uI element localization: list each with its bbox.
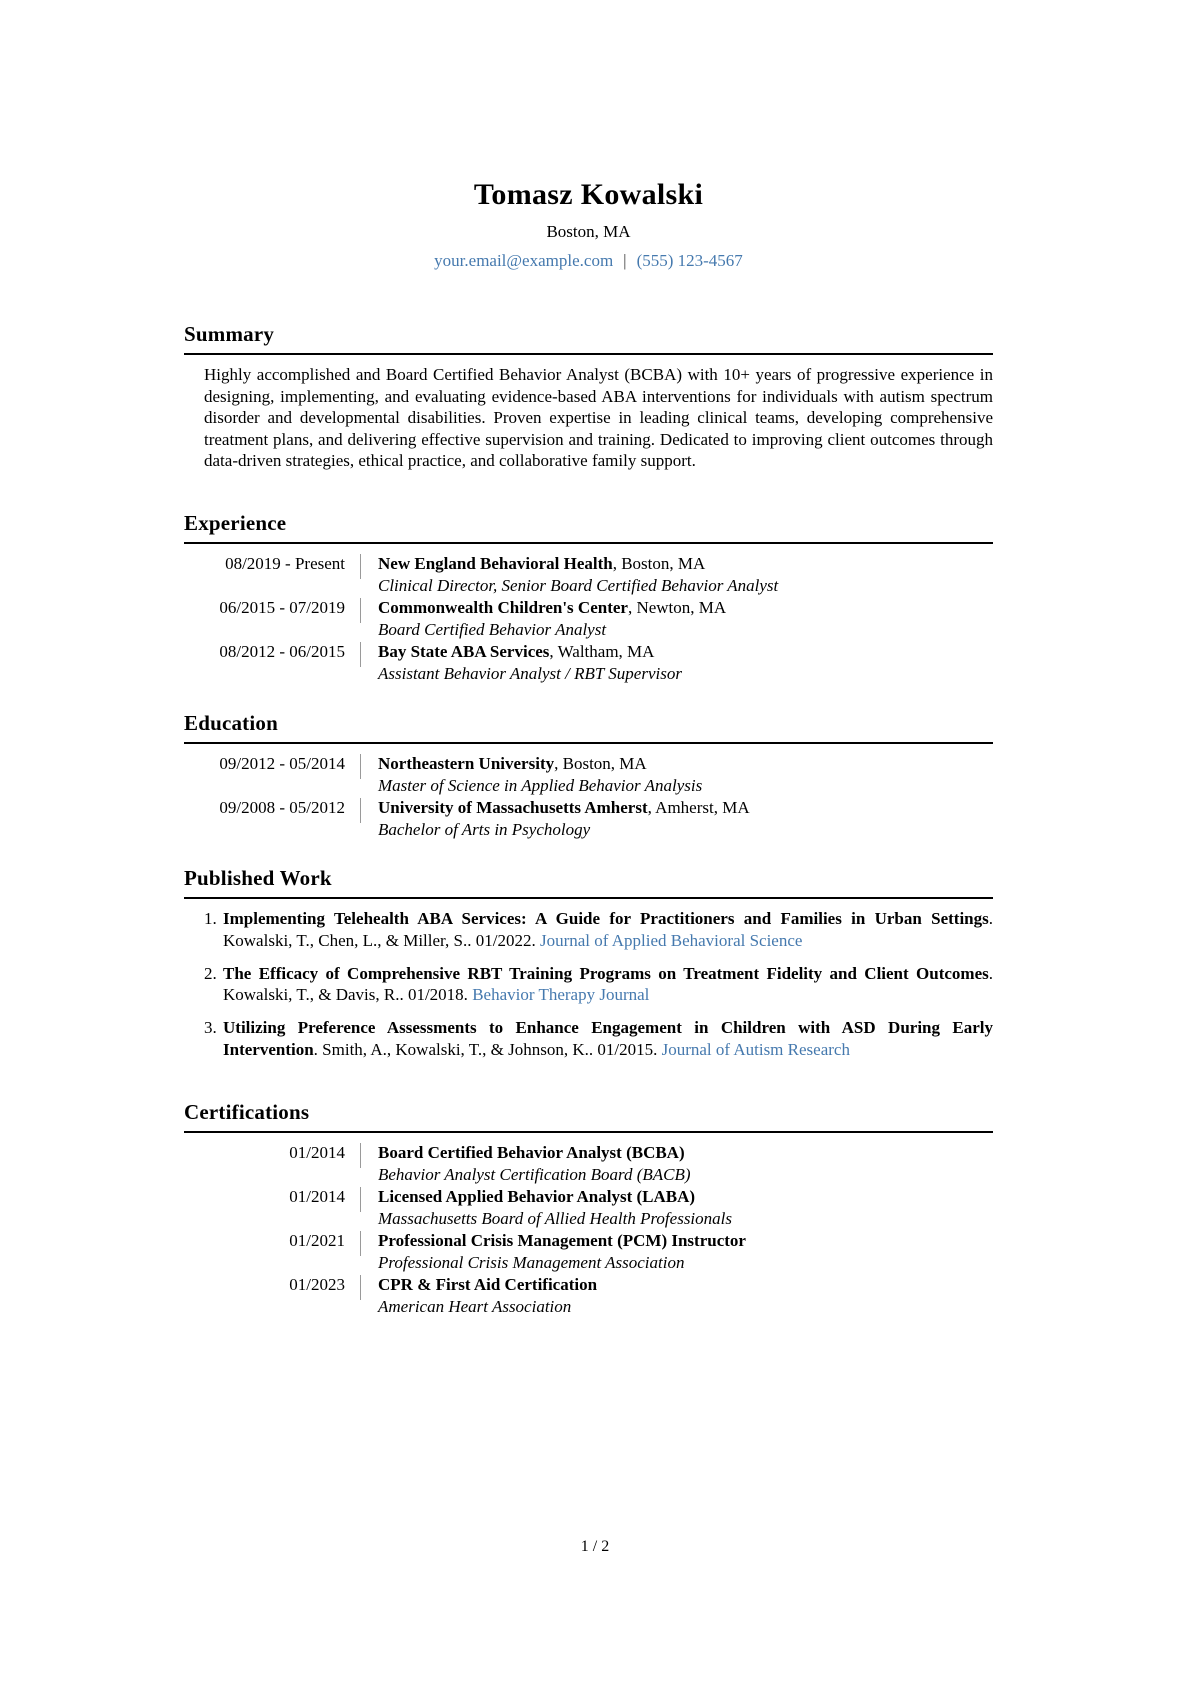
publication-text (223, 963, 993, 1007)
certification-name: Professional Crisis Management (PCM) Instructor (378, 1230, 746, 1250)
degree-name: Master of Science in Applied Behavior Analysis (378, 775, 703, 795)
publication-journal-link[interactable]: Behavior Therapy Journal (472, 985, 650, 1005)
certification-name: Licensed Applied Behavior Analyst (LABA) (378, 1186, 696, 1206)
publication-title: The Efficacy of Comprehensive RBT Training Programs on Treatment Fidelity and Client Outcomes (223, 963, 989, 983)
certification-issuer: American Heart Association (378, 1296, 572, 1316)
certification-issuer: Behavior Analyst Certification Board (BACB) (378, 1164, 691, 1184)
certifications-title: Certifications (184, 1100, 993, 1133)
entry-divider (360, 798, 361, 823)
experience-title: Experience (184, 511, 993, 544)
experience-headline (378, 597, 993, 619)
experience-headline (378, 553, 993, 575)
experience-entry (184, 553, 993, 597)
publication-list (184, 908, 993, 1061)
certification-date: 01/2023 (289, 1274, 345, 1294)
publication-byline: . Kowalski, T., Chen, L., & Miller, S.. 01/2022. (223, 908, 993, 950)
person-name: Tomasz Kowalski (473, 178, 704, 211)
resume-header (184, 0, 993, 271)
certification-entry-body (378, 1230, 993, 1274)
education-entry-body (378, 753, 993, 797)
person-location: Boston, MA (546, 222, 631, 241)
entry-divider (360, 754, 361, 779)
experience-dates: 08/2012 - 06/2015 (219, 641, 345, 661)
certification-issuer: Professional Crisis Management Association (378, 1252, 685, 1272)
certification-entry (184, 1274, 993, 1318)
experience-entry (184, 597, 993, 641)
education-title: Education (184, 711, 993, 744)
section-experience (184, 511, 993, 685)
experience-entry-body (378, 597, 993, 641)
job-title: Board Certified Behavior Analyst (378, 619, 607, 639)
entry-divider (360, 554, 361, 579)
education-entry (184, 797, 993, 841)
publication-item (204, 1017, 993, 1061)
entry-divider (360, 642, 361, 667)
section-published-work (184, 866, 993, 1061)
publication-item (204, 963, 993, 1007)
summary-title: Summary (184, 322, 993, 355)
section-certifications (184, 1100, 993, 1318)
publication-byline: . Smith, A., Kowalski, T., & Johnson, K.. 01/2015. (313, 1039, 662, 1059)
education-entries (184, 753, 993, 841)
entry-divider (360, 1187, 361, 1212)
certification-date: 01/2014 (289, 1142, 345, 1162)
email-link[interactable]: your.email@example.com (434, 251, 614, 270)
publication-journal-link[interactable]: Journal of Applied Behavioral Science (539, 930, 803, 950)
published-work-title: Published Work (184, 866, 993, 899)
certification-entries (184, 1142, 993, 1318)
school-name: Northeastern University (378, 753, 555, 773)
publication-title: Utilizing Preference Assessments to Enhance Engagement in Children with ASD During Early Intervention (223, 1018, 993, 1059)
certification-name: CPR & First Aid Certification (378, 1274, 598, 1294)
publication-number: 1. (204, 908, 217, 928)
company-name: New England Behavioral Health (378, 553, 613, 573)
publication-byline: . Kowalski, T., & Davis, R.. 01/2018. (223, 963, 993, 1005)
education-dates: 09/2012 - 05/2014 (219, 753, 345, 773)
section-summary (184, 322, 993, 472)
company-name: Commonwealth Children's Center (378, 597, 628, 617)
experience-entry-body (378, 553, 993, 597)
experience-entries (184, 553, 993, 685)
experience-dates: 08/2019 - Present (225, 553, 345, 573)
company-location: , Boston, MA (612, 553, 706, 573)
phone-link[interactable]: (555) 123-4567 (636, 251, 743, 270)
company-location: , Waltham, MA (549, 641, 655, 661)
entry-divider (360, 1231, 361, 1256)
certification-entry (184, 1186, 993, 1230)
experience-entry-body (378, 641, 993, 685)
education-headline (378, 753, 993, 775)
experience-dates: 06/2015 - 07/2019 (219, 597, 345, 617)
degree-name: Bachelor of Arts in Psychology (378, 819, 591, 839)
certification-date: 01/2014 (289, 1186, 345, 1206)
entry-divider (360, 598, 361, 623)
certification-entry-body (378, 1274, 993, 1318)
certification-issuer: Massachusetts Board of Allied Health Professionals (378, 1208, 732, 1228)
education-entry-body (378, 797, 993, 841)
experience-headline (378, 641, 993, 663)
page-number: 1 / 2 (580, 1538, 610, 1555)
certification-entry-body (378, 1142, 993, 1186)
education-dates: 09/2008 - 05/2012 (219, 797, 345, 817)
publication-item (204, 908, 993, 952)
school-location: , Amherst, MA (647, 797, 750, 817)
school-location: , Boston, MA (554, 753, 647, 773)
contact-separator: | (623, 251, 627, 270)
section-education (184, 711, 993, 841)
publication-number: 2. (204, 963, 217, 983)
publication-text (223, 1017, 993, 1061)
resume-content (184, 0, 993, 1318)
summary-paragraph: Highly accomplished and Board Certified Behavior Analyst (BCBA) with 10+ years of progressive experience in designing, implementing, and evaluating evidence-based ABA interventions for individuals with autism spectrum disorder and developmental disabilities. Proven expertise in leading clinical teams, developing comprehensive treatment plans, and delivering effective supervision and training. Dedicated to improving client outcomes through data-driven strategies, ethical practice, and collaborative family support. (204, 365, 993, 471)
certification-entry-body (378, 1186, 993, 1230)
publication-journal-link[interactable]: Journal of Autism Research (661, 1039, 850, 1059)
experience-entry (184, 641, 993, 685)
school-name: University of Massachusetts Amherst (378, 797, 648, 817)
entry-divider (360, 1275, 361, 1300)
certification-entry (184, 1230, 993, 1274)
job-title: Assistant Behavior Analyst / RBT Supervisor (378, 663, 682, 683)
certification-entry (184, 1142, 993, 1186)
education-entry (184, 753, 993, 797)
entry-divider (360, 1143, 361, 1168)
contact-line (184, 251, 993, 271)
publication-text (223, 908, 993, 952)
certification-name: Board Certified Behavior Analyst (BCBA) (378, 1142, 685, 1162)
education-headline (378, 797, 993, 819)
publication-title: Implementing Telehealth ABA Services: A Guide for Practitioners and Families in Urban Settings (223, 908, 989, 928)
company-name: Bay State ABA Services (378, 641, 550, 661)
publication-number: 3. (204, 1018, 217, 1038)
job-title: Clinical Director, Senior Board Certified Behavior Analyst (378, 575, 779, 595)
company-location: , Newton, MA (627, 597, 727, 617)
certification-date: 01/2021 (289, 1230, 345, 1250)
